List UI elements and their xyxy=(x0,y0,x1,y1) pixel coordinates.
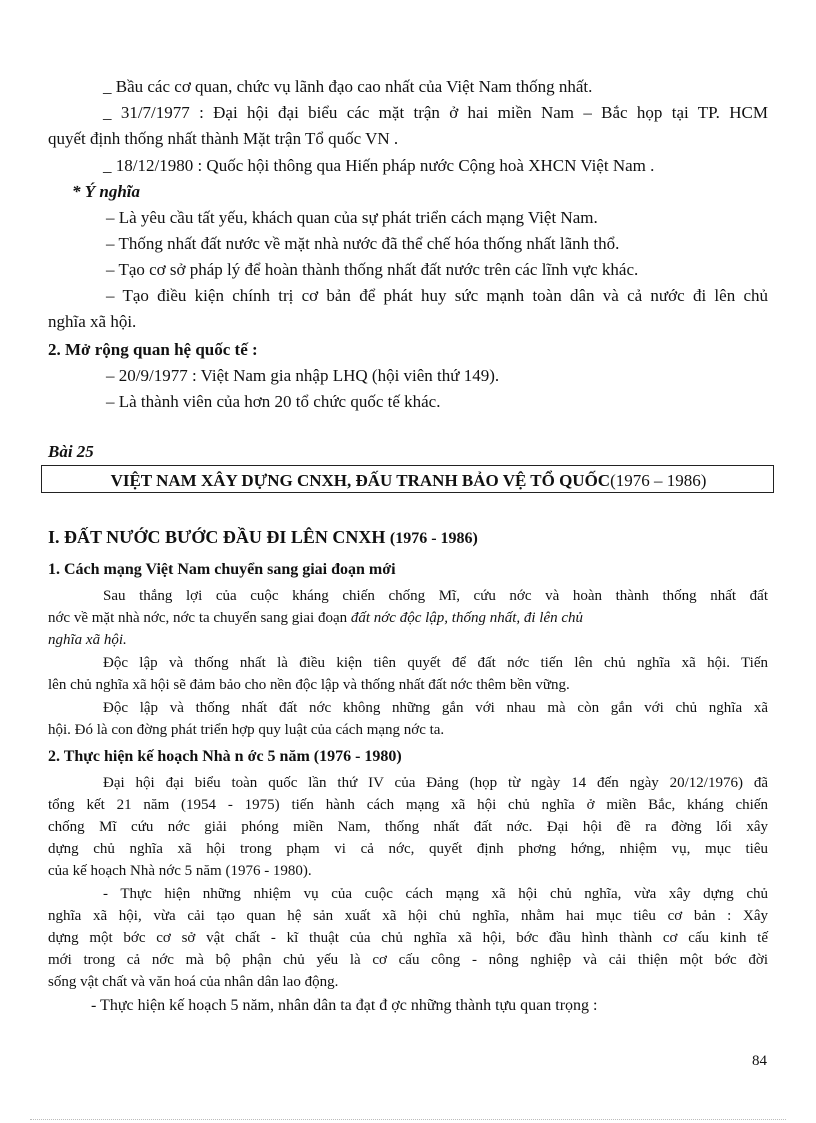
text-line: - Thực hiện những nhiệm vụ của cuộc cách mạng xã hội chủ nghĩa, vừa xây dựng chủ xyxy=(103,886,768,902)
footer-divider xyxy=(30,1119,786,1120)
text-line: _ 31/7/1977 : Đại hội đại biểu các mặt trận ở hai miền Nam – Bắc họp tại TP. HCM xyxy=(103,103,768,122)
text-line: mới trong cả nớc mà bộ phận chủ yếu là cơ cấu công - nông nghiệp và cải thiện một bớc đời xyxy=(48,952,768,968)
text-line: nghĩa xã hội, vừa cải tạo quan hệ sản xuất xã hội chủ nghĩa, nhằm hai mục tiêu cơ bản : Xây xyxy=(48,908,768,924)
text-line: nghĩa xã hội. xyxy=(48,632,127,648)
lesson-title-years: (1976 – 1986) xyxy=(610,471,707,490)
text-line: tổng kết 21 năm (1954 - 1975) tiến hành cách mạng xã hội chủ nghĩa ở miền Bắc, kháng chiến xyxy=(48,797,768,813)
text-line xyxy=(48,611,583,626)
text-line: - Thực hiện kế hoạch 5 năm, nhân dân ta đạt đ ợc những thành tựu quan trọng : xyxy=(91,997,598,1014)
text-run: nớc về mặt nhà nớc, nớc ta chuyển sang giai đoạn xyxy=(48,610,351,626)
section-heading xyxy=(48,528,478,547)
text-line: sống vật chất và văn hoá của nhân dân lao động. xyxy=(48,974,339,990)
lesson-title-text: VIỆT NAM XÂY DỰNG CNXH, ĐẤU TRANH BẢO VỆ TỔ QUỐC xyxy=(110,471,611,490)
text-line: – Tạo điều kiện chính trị cơ bản để phát huy sức mạnh toàn dân và cả nước đi lên chủ xyxy=(106,286,768,305)
text-line: dựng một bớc cơ sở vật chất - kĩ thuật của chủ nghĩa xã hội, bớc đầu hình thành cơ cấu kinh tế xyxy=(48,930,768,946)
text-line: hội. Đó là con đờng phát triển hợp quy luật của cách mạng nớc ta. xyxy=(48,722,445,738)
subsection-heading: 1. Cách mạng Việt Nam chuyển sang giai đoạn mới xyxy=(48,561,396,578)
text-line: – 20/9/1977 : Việt Nam gia nhập LHQ (hội viên thứ 149). xyxy=(106,366,500,385)
text-line: Độc lập và thống nhất là điều kiện tiên quyết để đất nớc tiến lên chủ nghĩa xã hội. Tiến xyxy=(103,655,768,671)
text-line: của kế hoạch Nhà nớc 5 năm (1976 - 1980). xyxy=(48,863,312,879)
text-line: quyết định thống nhất thành Mặt trận Tổ quốc VN . xyxy=(48,129,399,148)
text-line: Đại hội đại biểu toàn quốc lần thứ IV của Đảng (họp từ ngày 14 đến ngày 20/12/1976) đã xyxy=(103,775,768,791)
page-number: 84 xyxy=(752,1053,767,1069)
text-line: Sau thắng lợi của cuộc kháng chiến chống Mĩ, cứu nớc và hoàn thành thống nhất đất xyxy=(103,588,768,604)
text-line: chống Mĩ cứu nớc giải phóng miền Nam, thống nhất đất nớc. Đại hội đề ra đờng lối xây xyxy=(48,819,768,835)
text-line: _ 18/12/1980 : Quốc hội thông qua Hiến pháp nước Cộng hoà XHCN Việt Nam . xyxy=(103,156,655,175)
section-heading: 2. Mở rộng quan hệ quốc tế : xyxy=(48,340,258,359)
text-line: Độc lập và thống nhất đất nớc không những gắn với nhau mà còn gắn với chủ nghĩa xã xyxy=(103,700,768,716)
text-line: _ Bầu các cơ quan, chức vụ lãnh đạo cao nhất của Việt Nam thống nhất. xyxy=(103,77,593,96)
text-line: nghĩa xã hội. xyxy=(48,312,137,331)
section-heading-text: I. ĐẤT NƯỚC BƯỚC ĐẦU ĐI LÊN CNXH xyxy=(48,527,386,547)
text-line: – Là thành viên của hơn 20 tổ chức quốc tế khác. xyxy=(106,392,441,411)
text-run: đất nớc độc lập, thống nhất, đi lên chủ xyxy=(350,610,584,626)
text-line: lên chủ nghĩa xã hội sẽ đảm bảo cho nền độc lập và thống nhất đất nớc thêm bền vững. xyxy=(48,677,570,693)
text-line: dựng chủ nghĩa xã hội trong phạm vi cả nớc, quyết định phơng hớng, nhiệm vụ, mục tiêu xyxy=(48,841,768,857)
lesson-label: Bài 25 xyxy=(48,442,94,461)
text-line: – Thống nhất đất nước về mặt nhà nước đã thể chế hóa thống nhất lãnh thổ. xyxy=(106,234,620,253)
subheading-y-nghia: * Ý nghĩa xyxy=(72,182,141,201)
lesson-title-box xyxy=(41,465,774,493)
section-heading-years: (1976 - 1986) xyxy=(389,530,478,547)
lesson-title xyxy=(42,471,775,491)
text-line: – Tạo cơ sở pháp lý để hoàn thành thống nhất đất nước trên các lĩnh vực khác. xyxy=(106,260,639,279)
text-line: – Là yêu cầu tất yếu, khách quan của sự phát triển cách mạng Việt Nam. xyxy=(106,208,598,227)
subsection-heading: 2. Thực hiện kế hoạch Nhà n ớc 5 năm (1976 - 1980) xyxy=(48,748,402,765)
